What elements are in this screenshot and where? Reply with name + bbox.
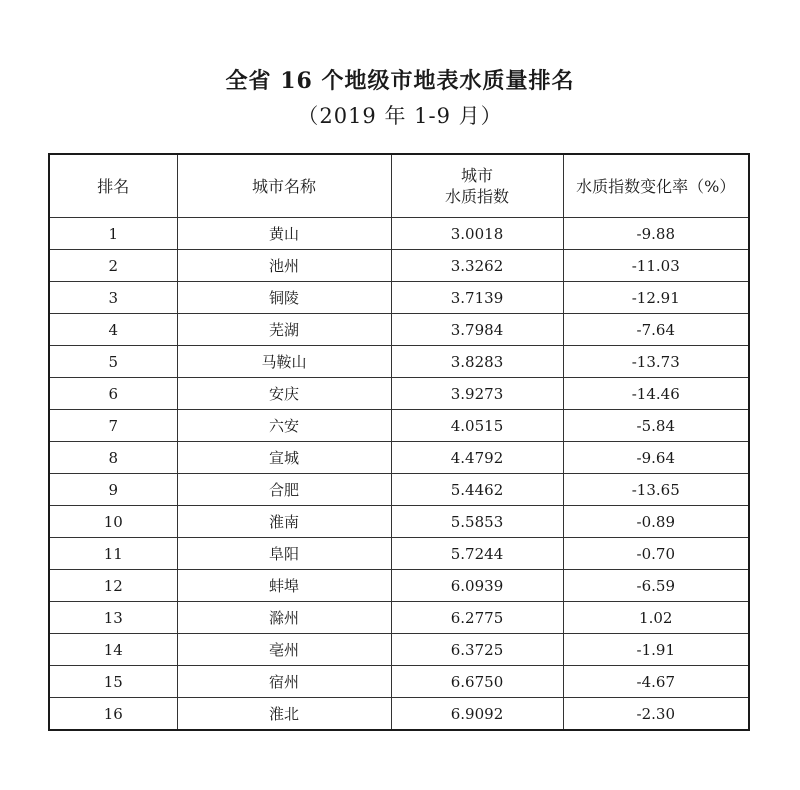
cell-city: 六安 <box>177 410 391 442</box>
cell-index: 4.0515 <box>391 410 563 442</box>
cell-rank: 7 <box>49 410 177 442</box>
table-row <box>49 538 749 570</box>
cell-index: 3.7139 <box>391 282 563 314</box>
cell-change: -9.88 <box>563 218 749 250</box>
cell-change: -9.64 <box>563 442 749 474</box>
cell-rank: 13 <box>49 602 177 634</box>
table-row <box>49 218 749 250</box>
cell-city: 池州 <box>177 250 391 282</box>
ranking-table <box>48 153 750 731</box>
cell-rank: 12 <box>49 570 177 602</box>
cell-city: 合肥 <box>177 474 391 506</box>
table-row <box>49 442 749 474</box>
cell-index: 3.9273 <box>391 378 563 410</box>
cell-index: 3.7984 <box>391 314 563 346</box>
cell-change: -11.03 <box>563 250 749 282</box>
cell-index: 5.5853 <box>391 506 563 538</box>
table-row <box>49 570 749 602</box>
cell-city: 宣城 <box>177 442 391 474</box>
header-change: 水质指数变化率（%） <box>563 154 749 218</box>
table-row <box>49 314 749 346</box>
cell-change: -13.73 <box>563 346 749 378</box>
cell-rank: 14 <box>49 634 177 666</box>
table-row <box>49 282 749 314</box>
cell-city: 淮南 <box>177 506 391 538</box>
cell-change: -6.59 <box>563 570 749 602</box>
table-row <box>49 634 749 666</box>
cell-rank: 2 <box>49 250 177 282</box>
cell-rank: 9 <box>49 474 177 506</box>
header-index-line2: 水质指数 <box>444 187 509 206</box>
cell-city: 黄山 <box>177 218 391 250</box>
cell-index: 5.4462 <box>391 474 563 506</box>
cell-index: 3.0018 <box>391 218 563 250</box>
cell-city: 安庆 <box>177 378 391 410</box>
cell-change: -2.30 <box>563 698 749 731</box>
cell-city: 宿州 <box>177 666 391 698</box>
header-index <box>391 154 563 218</box>
cell-change: -13.65 <box>563 474 749 506</box>
cell-index: 6.6750 <box>391 666 563 698</box>
cell-change: -4.67 <box>563 666 749 698</box>
cell-city: 滁州 <box>177 602 391 634</box>
table-row <box>49 346 749 378</box>
cell-city: 蚌埠 <box>177 570 391 602</box>
cell-change: -7.64 <box>563 314 749 346</box>
cell-city: 铜陵 <box>177 282 391 314</box>
cell-change: -5.84 <box>563 410 749 442</box>
table-row <box>49 250 749 282</box>
cell-index: 6.2775 <box>391 602 563 634</box>
cell-rank: 3 <box>49 282 177 314</box>
cell-city: 马鞍山 <box>177 346 391 378</box>
cell-change: -0.89 <box>563 506 749 538</box>
cell-rank: 15 <box>49 666 177 698</box>
cell-change: -14.46 <box>563 378 749 410</box>
cell-rank: 11 <box>49 538 177 570</box>
header-city: 城市名称 <box>177 154 391 218</box>
table-row <box>49 602 749 634</box>
cell-city: 淮北 <box>177 698 391 731</box>
table-row <box>49 506 749 538</box>
cell-rank: 10 <box>49 506 177 538</box>
cell-city: 亳州 <box>177 634 391 666</box>
cell-rank: 5 <box>49 346 177 378</box>
page-title: 全省 16 个地级市地表水质量排名 <box>225 68 575 94</box>
table-row <box>49 410 749 442</box>
header-index-line1: 城市 <box>460 166 493 185</box>
cell-index: 6.3725 <box>391 634 563 666</box>
page-subtitle: （2019 年 1-9 月） <box>297 104 503 128</box>
cell-rank: 16 <box>49 698 177 731</box>
cell-index: 6.0939 <box>391 570 563 602</box>
cell-change: 1.02 <box>563 602 749 634</box>
cell-change: -1.91 <box>563 634 749 666</box>
table-row <box>49 378 749 410</box>
cell-index: 4.4792 <box>391 442 563 474</box>
cell-change: -0.70 <box>563 538 749 570</box>
cell-city: 阜阳 <box>177 538 391 570</box>
cell-rank: 4 <box>49 314 177 346</box>
table-header-row <box>49 154 749 218</box>
cell-index: 6.9092 <box>391 698 563 731</box>
header-rank: 排名 <box>49 154 177 218</box>
table-row <box>49 474 749 506</box>
cell-rank: 8 <box>49 442 177 474</box>
cell-index: 3.3262 <box>391 250 563 282</box>
table-row <box>49 666 749 698</box>
cell-rank: 6 <box>49 378 177 410</box>
table-row <box>49 698 749 731</box>
cell-index: 3.8283 <box>391 346 563 378</box>
cell-rank: 1 <box>49 218 177 250</box>
cell-change: -12.91 <box>563 282 749 314</box>
cell-index: 5.7244 <box>391 538 563 570</box>
cell-city: 芜湖 <box>177 314 391 346</box>
